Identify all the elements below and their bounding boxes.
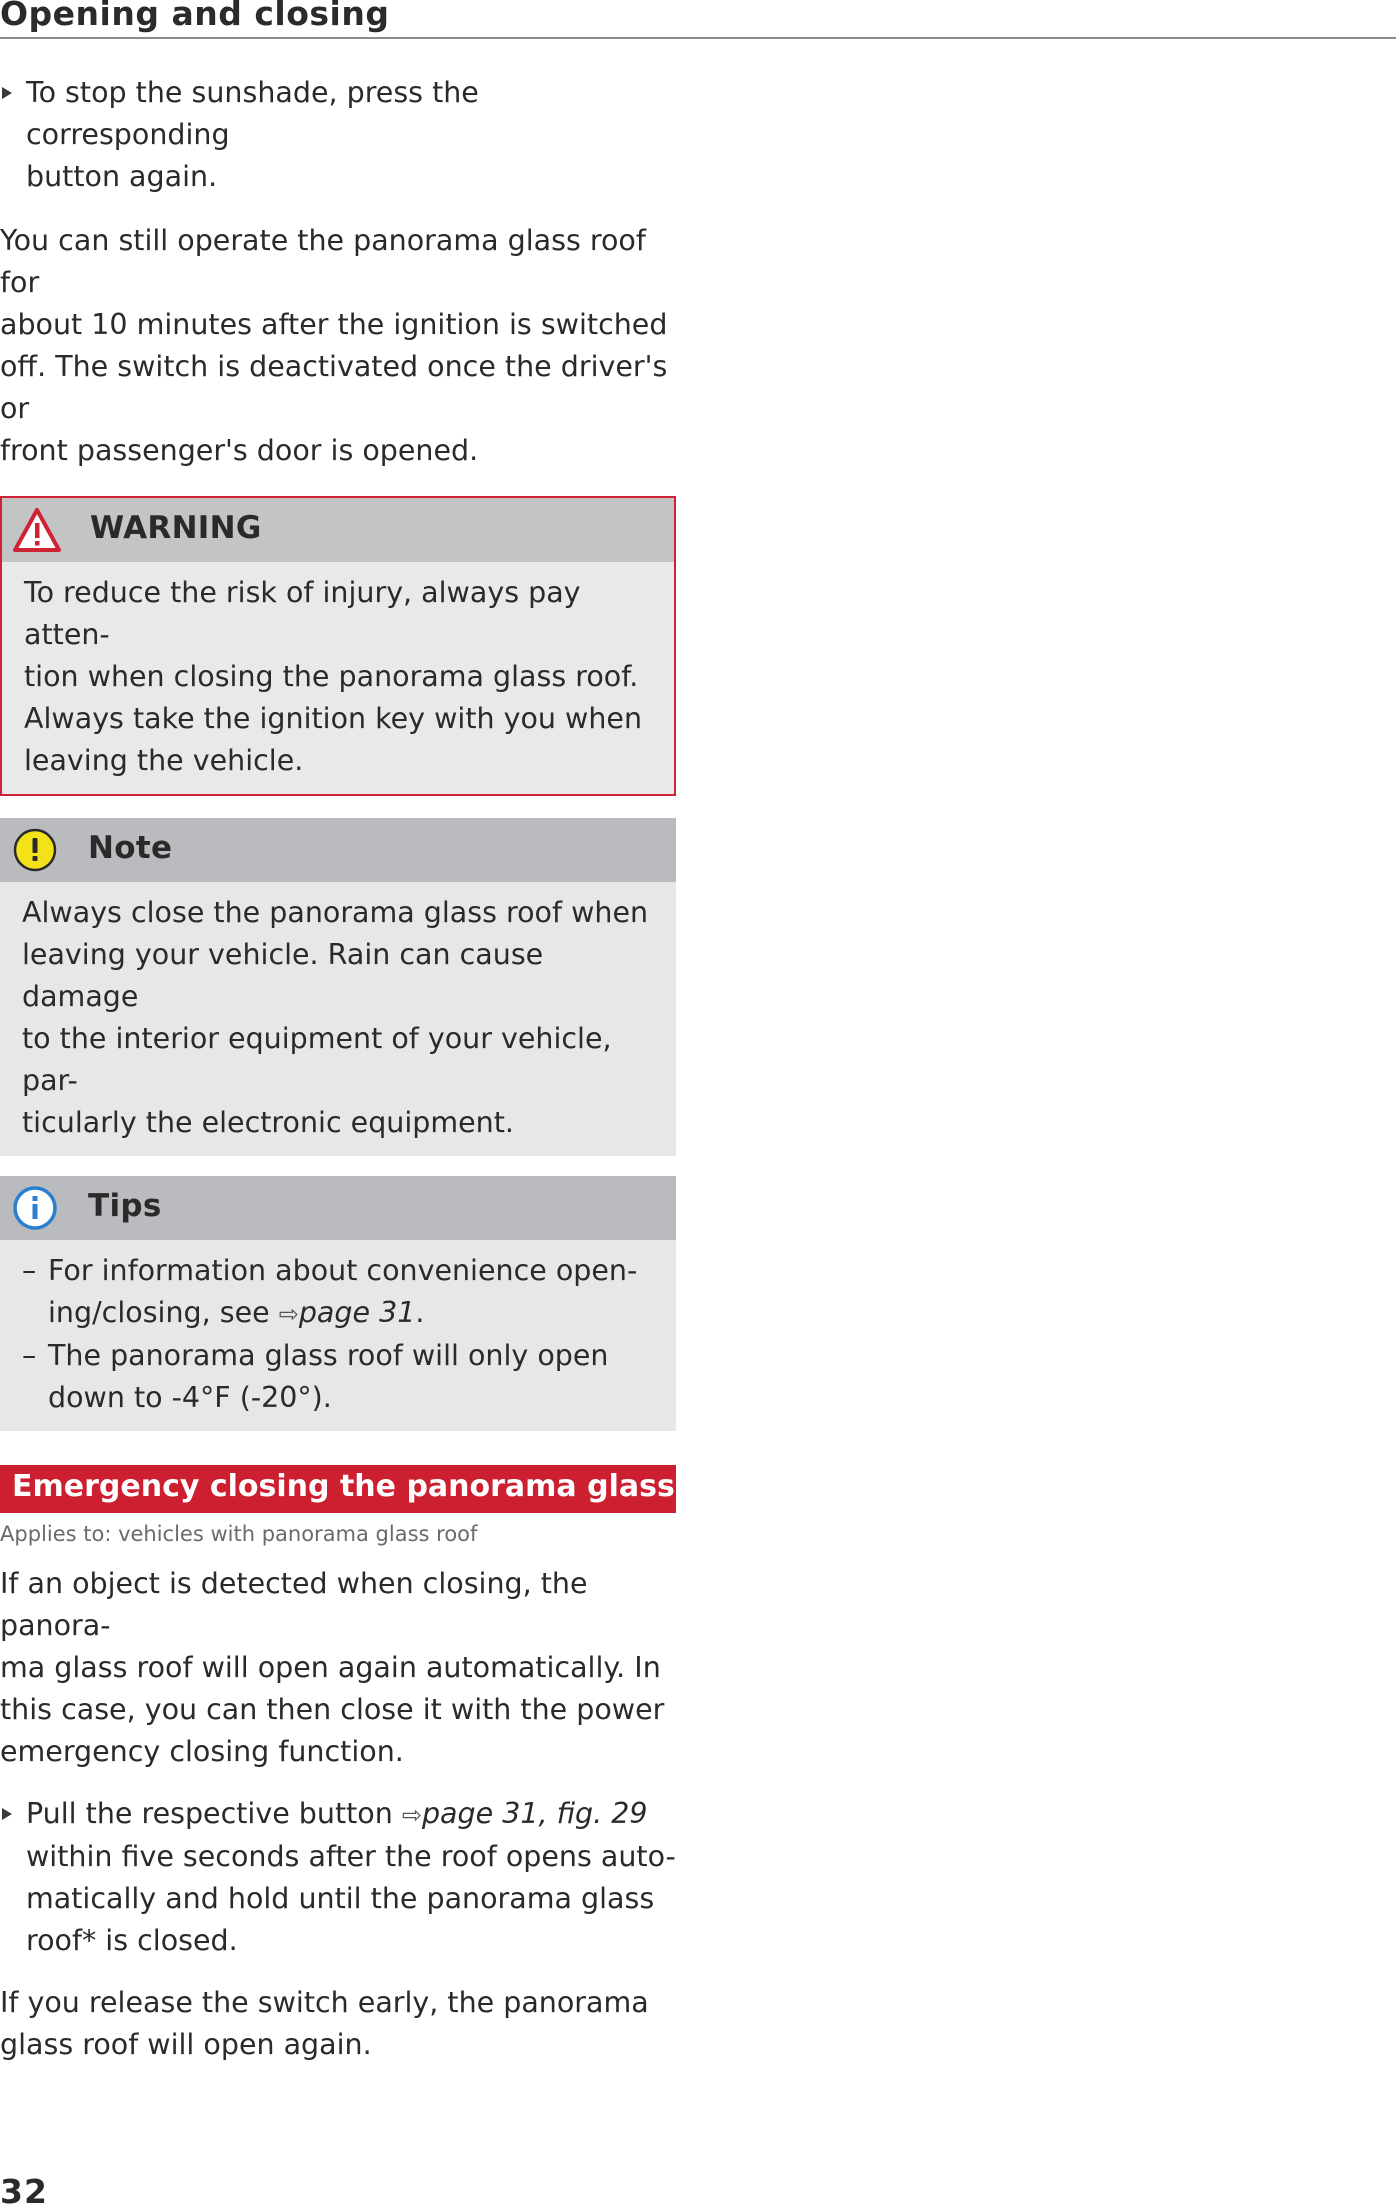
warning-triangle-icon [12,506,62,554]
intro-paragraph [0,220,676,472]
tips-item [22,1335,654,1419]
tips-item-line: down to -4°F (-20°). [48,1381,332,1414]
warning-body [2,562,674,794]
intro-bullet-line: button again. [26,160,218,193]
closing-paragraph [0,1982,676,2066]
warning-label: WARNING [90,510,262,546]
note-line: leaving your vehicle. Rain can cause damage [22,938,544,1013]
note-line: Always close the panorama glass roof when [22,896,649,929]
note-label: Note [88,830,173,866]
dash-marker: – [22,1254,37,1287]
page-figure-reference-link[interactable]: page 31, fig. 29 [421,1797,648,1830]
section-bullet-line: roof* is closed. [26,1924,238,1957]
tips-text: . [415,1296,425,1329]
note-line: to the interior equipment of your vehicle, par- [22,1022,612,1097]
note-line: ticularly the electronic equipment. [22,1106,514,1139]
section-bullet-line: within five seconds after the roof opens auto- [26,1840,676,1873]
page-section-title: Opening and closing [0,0,390,33]
dash-marker: – [22,1339,37,1372]
section-paragraph-line: If an object is detected when closing, the panora- [0,1567,588,1642]
note-header [0,818,676,882]
tips-item [22,1250,654,1335]
exclamation-circle-icon [10,826,60,874]
tips-label: Tips [88,1188,162,1224]
warning-line: Always take the ignition key with you when [24,702,643,735]
page-header [0,0,1396,39]
tips-item-line [48,1292,654,1335]
tips-item-line: The panorama glass roof will only open [48,1339,609,1372]
section-heading [0,1465,755,1513]
intro-paragraph-line: You can still operate the panorama glass roof for [0,224,646,299]
section-paragraph-line: ma glass roof will open again automatically. In [0,1651,661,1684]
intro-paragraph-line: front passenger's door is opened. [0,434,479,467]
section-title: Emergency closing the panorama glass roof [12,1469,755,1504]
arrow-right-icon: ⇨ [278,1300,299,1328]
tips-item-line: For information about convenience open- [48,1254,638,1287]
tips-header [0,1176,676,1240]
warning-line: leaving the vehicle. [24,744,304,777]
warning-header [2,498,674,562]
applies-to-note: Applies to: vehicles with panorama glass roof [0,1522,478,1546]
info-circle-icon [10,1184,60,1232]
closing-paragraph-line: glass roof will open again. [0,2028,372,2061]
bullet-text: Pull the respective button [26,1797,402,1830]
intro-paragraph-line: off. The switch is deactivated once the driver's or [0,350,668,425]
bullet-triangle-icon [2,1808,12,1820]
intro-paragraph-line: about 10 minutes after the ignition is switched [0,308,668,341]
section-paragraph-line: emergency closing function. [0,1735,404,1768]
note-box [0,818,676,1156]
main-column [0,72,755,2066]
section-bullet [0,1793,676,1962]
tips-text: ing/closing, see [48,1296,279,1329]
section-paragraph [0,1563,676,1773]
tips-body [0,1240,676,1431]
arrow-right-icon: ⇨ [401,1801,422,1829]
page-reference-link[interactable]: page 31 [298,1296,416,1329]
intro-bullet [0,72,676,198]
bullet-triangle-icon [2,87,12,99]
closing-paragraph-line: If you release the switch early, the panorama [0,1986,649,2019]
warning-box [0,496,676,796]
intro-bullet-line: To stop the sunshade, press the corresponding [26,76,479,151]
section-bullet-line [26,1793,676,1836]
tips-box [0,1176,676,1431]
warning-line: tion when closing the panorama glass roof. [24,660,639,693]
section-paragraph-line: this case, you can then close it with the power [0,1693,665,1726]
warning-line: To reduce the risk of injury, always pay atten- [24,576,581,651]
section-bullet-line: matically and hold until the panorama glass [26,1882,655,1915]
note-body [0,882,676,1156]
page-number: 32 [0,2172,48,2211]
